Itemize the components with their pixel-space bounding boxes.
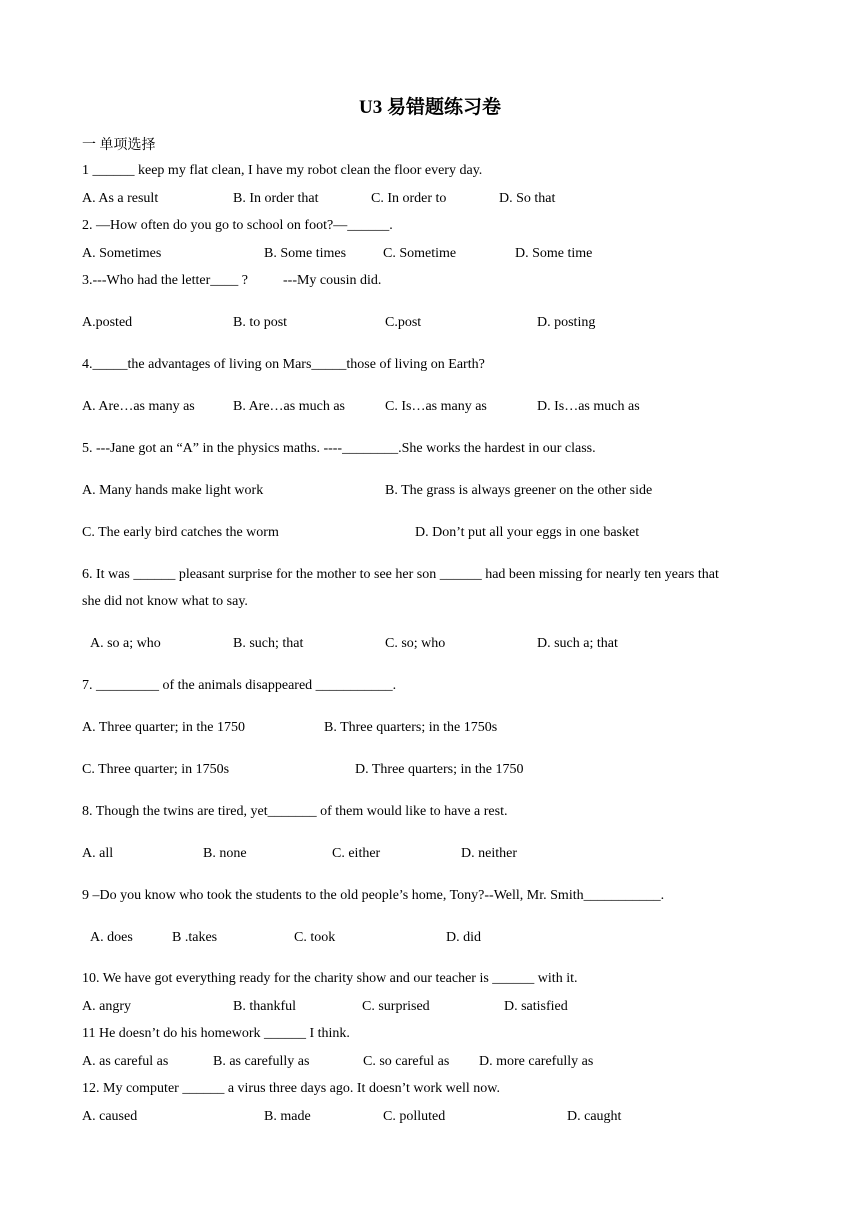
question-11-option-a: A. as careful as xyxy=(82,1054,169,1069)
question-5-option-c: C. The early bird catches the worm xyxy=(82,525,279,540)
question-8-option-b: B. none xyxy=(203,846,247,861)
question-2-option-b: B. Some times xyxy=(264,246,347,261)
question-4-option-d: D. Is…as much as xyxy=(537,399,640,414)
question-6-stem-continued: she did not know what to say. xyxy=(82,594,248,609)
question-11-option-c: C. so careful as xyxy=(363,1054,450,1069)
question-1-stem: 1 ______ keep my flat clean, I have my robot clean the floor every day. xyxy=(82,163,483,178)
question-4-option-c: C. Is…as many as xyxy=(385,399,487,414)
question-5-option-b: B. The grass is always greener on the other side xyxy=(385,483,653,498)
question-2-option-a: A. Sometimes xyxy=(82,246,162,261)
question-6-stem: 6. It was ______ pleasant surprise for the mother to see her son ______ had been missing for nearly ten years that xyxy=(82,567,719,582)
page-title: U3 易错题练习卷 xyxy=(359,97,501,118)
question-4-option-a: A. Are…as many as xyxy=(82,399,195,414)
question-1-option-c: C. In order to xyxy=(371,191,447,206)
question-1-option-d: D. So that xyxy=(499,191,556,206)
question-5-stem: 5. ---Jane got an “A” in the physics maths. ----________.She works the hardest in our class. xyxy=(82,441,596,456)
question-3-stem: 3.---Who had the letter____ ? ---My cousin did. xyxy=(82,273,382,288)
question-12-option-d: D. caught xyxy=(567,1109,622,1124)
question-6-option-c: C. so; who xyxy=(385,636,446,651)
question-8-option-a: A. all xyxy=(82,846,114,861)
question-1-option-b: B. In order that xyxy=(233,191,319,206)
question-12-option-a: A. caused xyxy=(82,1109,138,1124)
question-6-option-a: A. so a; who xyxy=(90,636,161,651)
question-8-option-d: D. neither xyxy=(461,846,517,861)
question-6-option-b: B. such; that xyxy=(233,636,304,651)
question-7-option-a: A. Three quarter; in the 1750 xyxy=(82,720,246,735)
question-12-stem: 12. My computer ______ a virus three days ago. It doesn’t work well now. xyxy=(82,1081,500,1096)
question-8-stem: 8. Though the twins are tired, yet_______ of them would like to have a rest. xyxy=(82,804,508,819)
question-11-option-b: B. as carefully as xyxy=(213,1054,310,1069)
question-10-option-b: B. thankful xyxy=(233,999,296,1014)
question-10-option-c: C. surprised xyxy=(362,999,430,1014)
question-3-option-d: D. posting xyxy=(537,315,596,330)
question-6-option-d: D. such a; that xyxy=(537,636,618,651)
question-5-option-d: D. Don’t put all your eggs in one basket xyxy=(415,525,640,540)
question-9-option-a: A. does xyxy=(90,930,133,945)
question-2-option-c: C. Sometime xyxy=(383,246,457,261)
question-4-stem: 4._____the advantages of living on Mars_____those of living on Earth? xyxy=(82,357,485,372)
section-heading: 一 单项选择 xyxy=(82,138,156,153)
question-7-option-c: C. Three quarter; in 1750s xyxy=(82,762,230,777)
question-7-option-b: B. Three quarters; in the 1750s xyxy=(324,720,498,735)
question-10-stem: 10. We have got everything ready for the charity show and our teacher is ______ with it. xyxy=(82,971,578,986)
question-9-stem: 9 –Do you know who took the students to the old people’s home, Tony?--Well, Mr. Smith___________. xyxy=(82,888,665,903)
question-3-option-a: A.posted xyxy=(82,315,133,330)
question-1-option-a: A. As a result xyxy=(82,191,159,206)
question-8-option-c: C. either xyxy=(332,846,381,861)
question-2-stem: 2. —How often do you go to school on foot?—______. xyxy=(82,218,393,233)
question-9-option-d: D. did xyxy=(446,930,481,945)
question-10-option-a: A. angry xyxy=(82,999,131,1014)
question-11-stem: 11 He doesn’t do his homework ______ I think. xyxy=(82,1026,350,1041)
question-7-option-d: D. Three quarters; in the 1750 xyxy=(355,762,524,777)
question-3-option-c: C.post xyxy=(385,315,422,330)
question-12-option-b: B. made xyxy=(264,1109,311,1124)
question-3-option-b: B. to post xyxy=(233,315,288,330)
question-7-stem: 7. _________ of the animals disappeared ___________. xyxy=(82,678,397,693)
question-11-option-d: D. more carefully as xyxy=(479,1054,594,1069)
question-12-option-c: C. polluted xyxy=(383,1109,446,1124)
question-9-option-c: C. took xyxy=(294,930,336,945)
question-9-option-b: B .takes xyxy=(172,930,218,945)
question-10-option-d: D. satisfied xyxy=(504,999,568,1014)
question-4-option-b: B. Are…as much as xyxy=(233,399,345,414)
question-5-option-a: A. Many hands make light work xyxy=(82,483,264,498)
question-2-option-d: D. Some time xyxy=(515,246,593,261)
